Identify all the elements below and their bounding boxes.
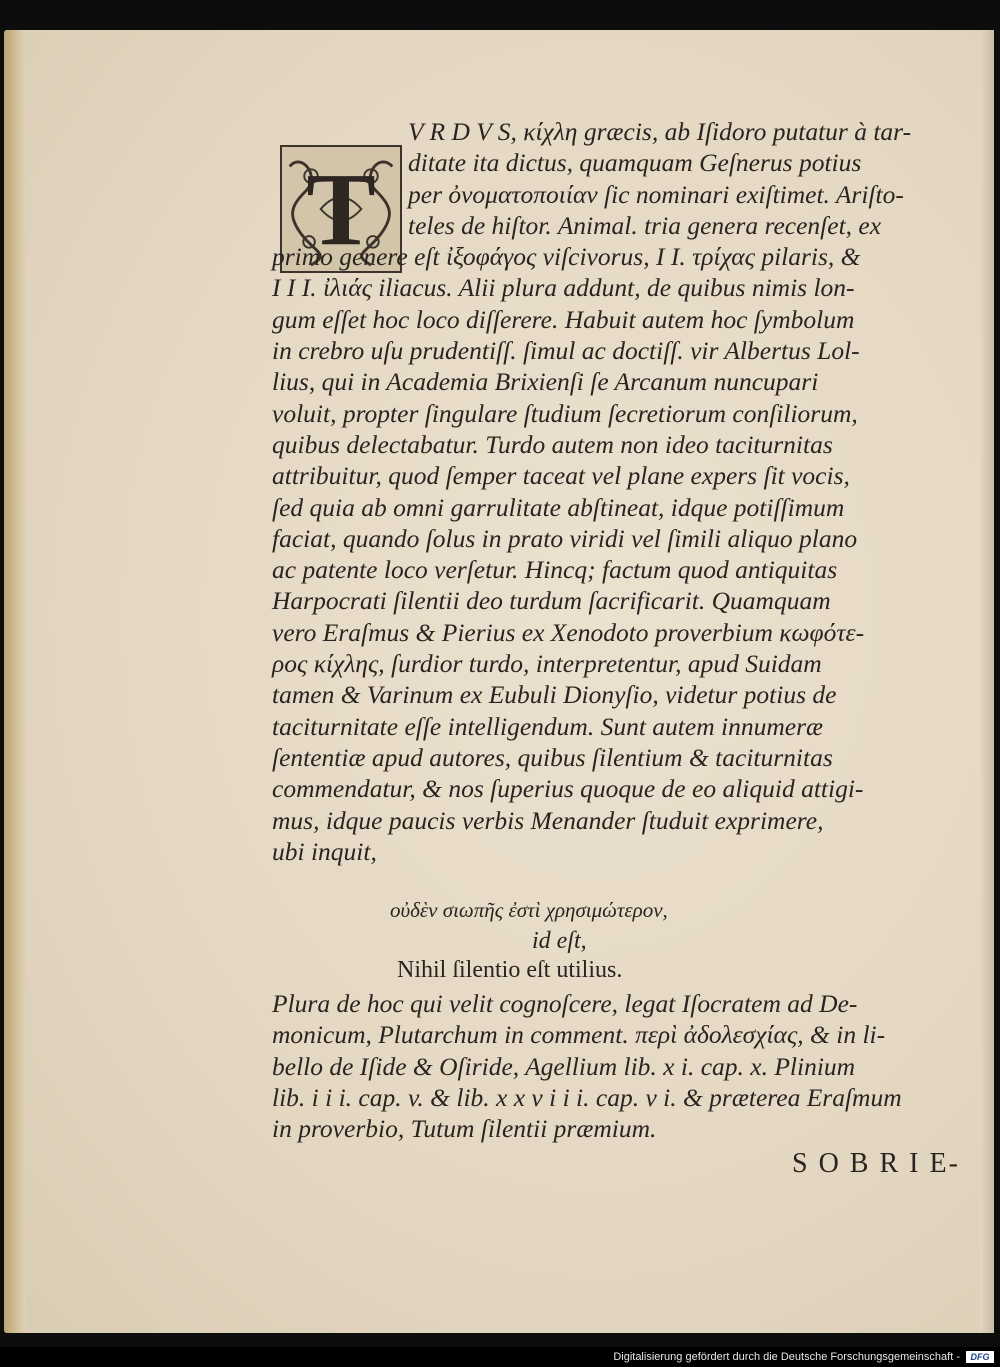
main-text-block: [272, 116, 942, 867]
quote-latin: Nihil ſilentio eſt utilius.: [397, 957, 623, 983]
text-line: ubi inquit,: [272, 836, 377, 866]
text-line: bello de Iſide & Oſiride, Agellium lib. x i. cap. x. Plinium: [272, 1051, 856, 1081]
quote-idest: id eſt,: [532, 928, 587, 954]
text-line: monicum, Plutarchum in comment. περὶ ἀδολεσχίας, & in li-: [272, 1020, 886, 1050]
page-outer-edge: [980, 30, 994, 1333]
text-line: commendatur, & nos ſuperius quoque de eo aliquid attigi-: [272, 774, 864, 804]
text-line: Plura de hoc qui velit cognoſcere, legat Iſocratem ad De-: [272, 989, 858, 1018]
text-line: I I I. ἰλιάς iliacus. Alii plura addunt, de quibus nimis lon-: [272, 273, 855, 303]
text-line: V R D V S, κίχλη græcis, ab Iſidoro putatur à tar-: [408, 117, 912, 146]
text-line: in crebro uſu prudentiſſ. ſimul ac doctiſſ. vir Albertus Lol-: [272, 336, 860, 366]
text-line: ac patente loco verſetur. Hincq; factum quod antiquitas: [272, 555, 838, 585]
catch-word: S O B R I E-: [792, 1148, 960, 1179]
text-line: quibus delectabatur. Turdo autem non ideo taciturnitas: [272, 429, 833, 459]
text-line: lius, qui in Academia Brixienſi ſe Arcanum nuncupari: [272, 367, 819, 397]
text-line: voluit, propter ſingulare ſtudium ſecretiorum conſiliorum,: [272, 398, 858, 428]
footer-credit: Digitalisierung gefördert durch die Deutsche Forschungsgemeinschaft -: [613, 1351, 960, 1363]
dfg-logo-icon: DFG: [966, 1351, 994, 1363]
text-line: faciat, quando ſolus in prato viridi vel ſimili aliquo plano: [272, 523, 858, 553]
text-line: gum eſſet hoc loco diſſerere. Habuit autem hoc ſymbolum: [272, 304, 855, 334]
text-line: lib. i i i. cap. v. & lib. x x v i i i. cap. v i. & præterea Eraſmum: [272, 1082, 902, 1112]
text-line: primo genere eſt ἰξοφάγος viſcivorus, I I. τρίχας pilaris, &: [272, 242, 861, 272]
text-line: Harpocrati ſilentii deo turdum ſacrificarit. Quamquam: [272, 586, 831, 616]
text-line: ρος κίχλης, ſurdior turdo, interpretentur, apud Suidam: [272, 649, 822, 679]
text-line: attribuitur, quod ſemper taceat vel plane expers ſit vocis,: [272, 461, 850, 491]
text-line: ſed quia ab omni garrulitate abſtineat, idque potiſſimum: [272, 492, 845, 522]
text-line: tamen & Varinum ex Eubuli Dionyſio, videtur potius de: [272, 680, 837, 710]
closing-text-block: [272, 988, 942, 1144]
text-line: teles de hiſtor. Animal. tria genera recenſet, ex: [408, 210, 882, 240]
digitization-footer: [0, 1347, 1000, 1367]
text-line: ſententiæ apud autores, quibus ſilentium & taciturnitas: [272, 742, 833, 772]
text-line: ditate ita dictus, quamquam Geſnerus potius: [408, 148, 862, 178]
text-line: mus, idque paucis verbis Menander ſtuduit exprimere,: [272, 805, 824, 835]
text-line: in proverbio, Tutum ſilentii præmium.: [272, 1114, 657, 1144]
text-line: vero Eraſmus & Pierius ex Xenodoto proverbium κωφότε-: [272, 617, 865, 647]
text-line: taciturnitate eſſe intelligendum. Sunt autem innumeræ: [272, 711, 824, 741]
quote-greek: οὐδὲν σιωπῆς ἐστὶ χρησιμώτερον,: [390, 898, 668, 922]
page-gutter-edge: [4, 30, 26, 1333]
text-line: per ὀνοματοποιίαν ſic nominari exiſtimet. Ariſto-: [408, 179, 904, 209]
drop-cap-letter: T: [306, 151, 376, 267]
